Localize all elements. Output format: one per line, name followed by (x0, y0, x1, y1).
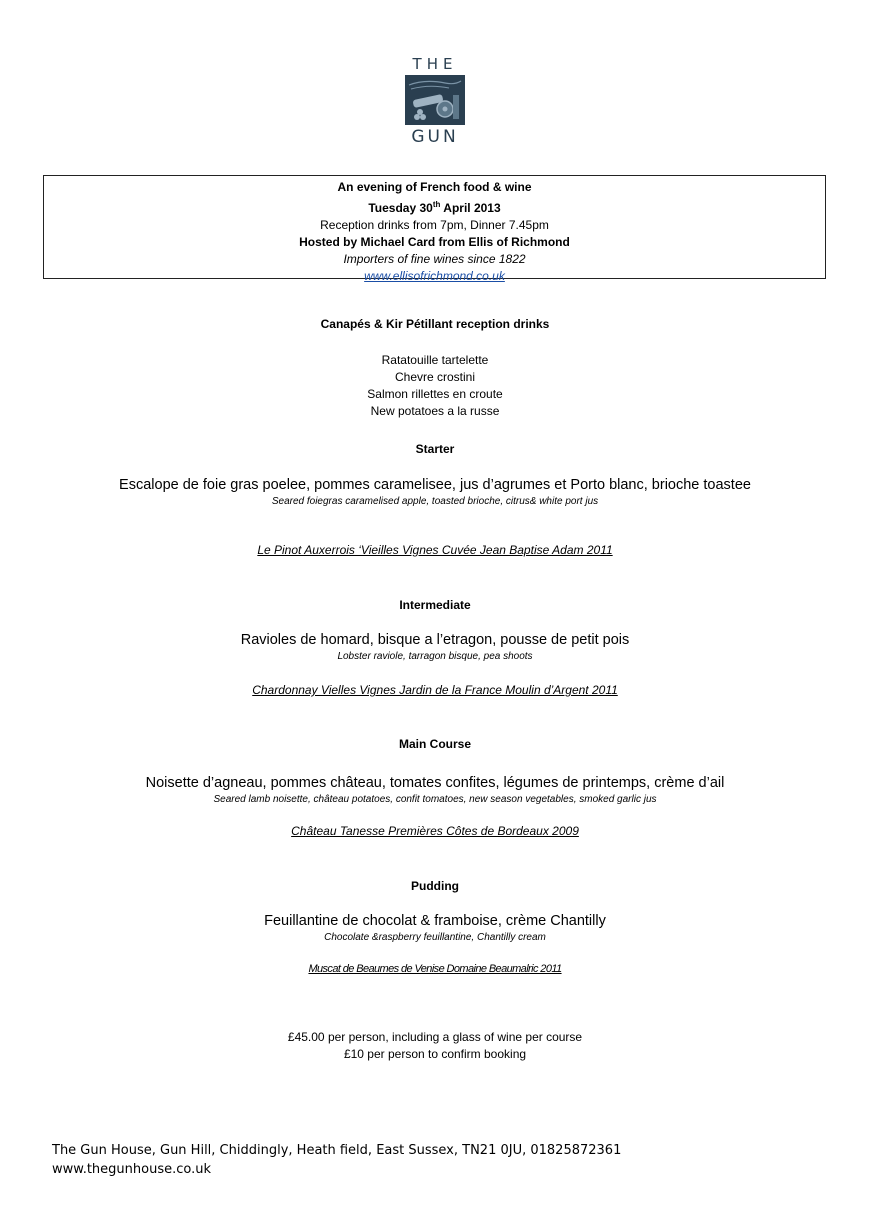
pudding-dish: Feuillantine de chocolat & framboise, crème Chantilly (264, 913, 606, 929)
event-title: An evening of French food & wine (337, 180, 532, 194)
restaurant-logo (405, 55, 465, 146)
deposit-line: £10 per person to confirm booking (343, 1047, 527, 1061)
host-website-link[interactable]: www.ellisofrichmond.co.uk (364, 269, 505, 283)
reception-item: Salmon rillettes en croute (367, 387, 503, 401)
reception-item: New potatoes a la russe (370, 404, 500, 418)
reception-heading: Canapés & Kir Pétillant reception drinks (320, 317, 550, 331)
course-heading-starter: Starter (415, 442, 455, 456)
reception-item: Ratatouille tartelette (381, 353, 489, 367)
event-header-box (43, 175, 826, 283)
starter-wine: Le Pinot Auxerrois ‘Vieilles Vignes Cuvée Jean Baptise Adam 2011 (257, 543, 613, 557)
footer-address: The Gun House, Gun Hill, Chiddingly, Heath field, East Sussex, TN21 0JU, 01825872361 (52, 1143, 622, 1158)
intermediate-wine: Chardonnay Vielles Vignes Jardin de la France Moulin d’Argent 2011 (252, 683, 618, 697)
course-heading-intermediate: Intermediate (399, 598, 471, 612)
course-heading-main: Main Course (398, 737, 471, 751)
main-dish: Noisette d’agneau, pommes château, tomates confites, légumes de printemps, crème d’ail (145, 775, 725, 791)
intermediate-dish: Ravioles de homard, bisque a l’etragon, pousse de petit pois (240, 632, 630, 648)
main-description: Seared lamb noisette, château potatoes, confit tomatoes, new season vegetables, smoked garlic jus (213, 794, 657, 805)
price-line: £45.00 per person, including a glass of wine per course (287, 1030, 583, 1044)
pudding-wine: Muscat de Beaumes de Venise Domaine Beaumalric 2011 (308, 963, 562, 975)
event-host: Hosted by Michael Card from Ellis of Richmond (299, 235, 570, 249)
event-times: Reception drinks from 7pm, Dinner 7.45pm (320, 218, 549, 232)
main-wine: Château Tanesse Premières Côtes de Bordeaux 2009 (291, 824, 579, 838)
pudding-description: Chocolate &raspberry feuillantine, Chantilly cream (324, 932, 546, 943)
event-date: Tuesday 30th April 2013 (368, 200, 501, 215)
starter-dish: Escalope de foie gras poelee, pommes caramelisee, jus d’agrumes et Porto blanc, brioche toastee (119, 477, 751, 493)
starter-description: Seared foiegras caramelised apple, toasted brioche, citrus& white port jus (271, 496, 599, 507)
course-heading-pudding: Pudding (411, 879, 459, 893)
logo-top-word: THE (412, 55, 458, 73)
cannon-emblem-icon (405, 75, 465, 125)
reception-item: Chevre crostini (394, 370, 476, 384)
logo-bottom-word: GUN (411, 127, 459, 147)
host-tagline: Importers of fine wines since 1822 (343, 252, 526, 266)
intermediate-description: Lobster raviole, tarragon bisque, pea shoots (337, 651, 533, 662)
footer-website: www.thegunhouse.co.uk (52, 1162, 212, 1177)
footer (52, 1141, 621, 1179)
